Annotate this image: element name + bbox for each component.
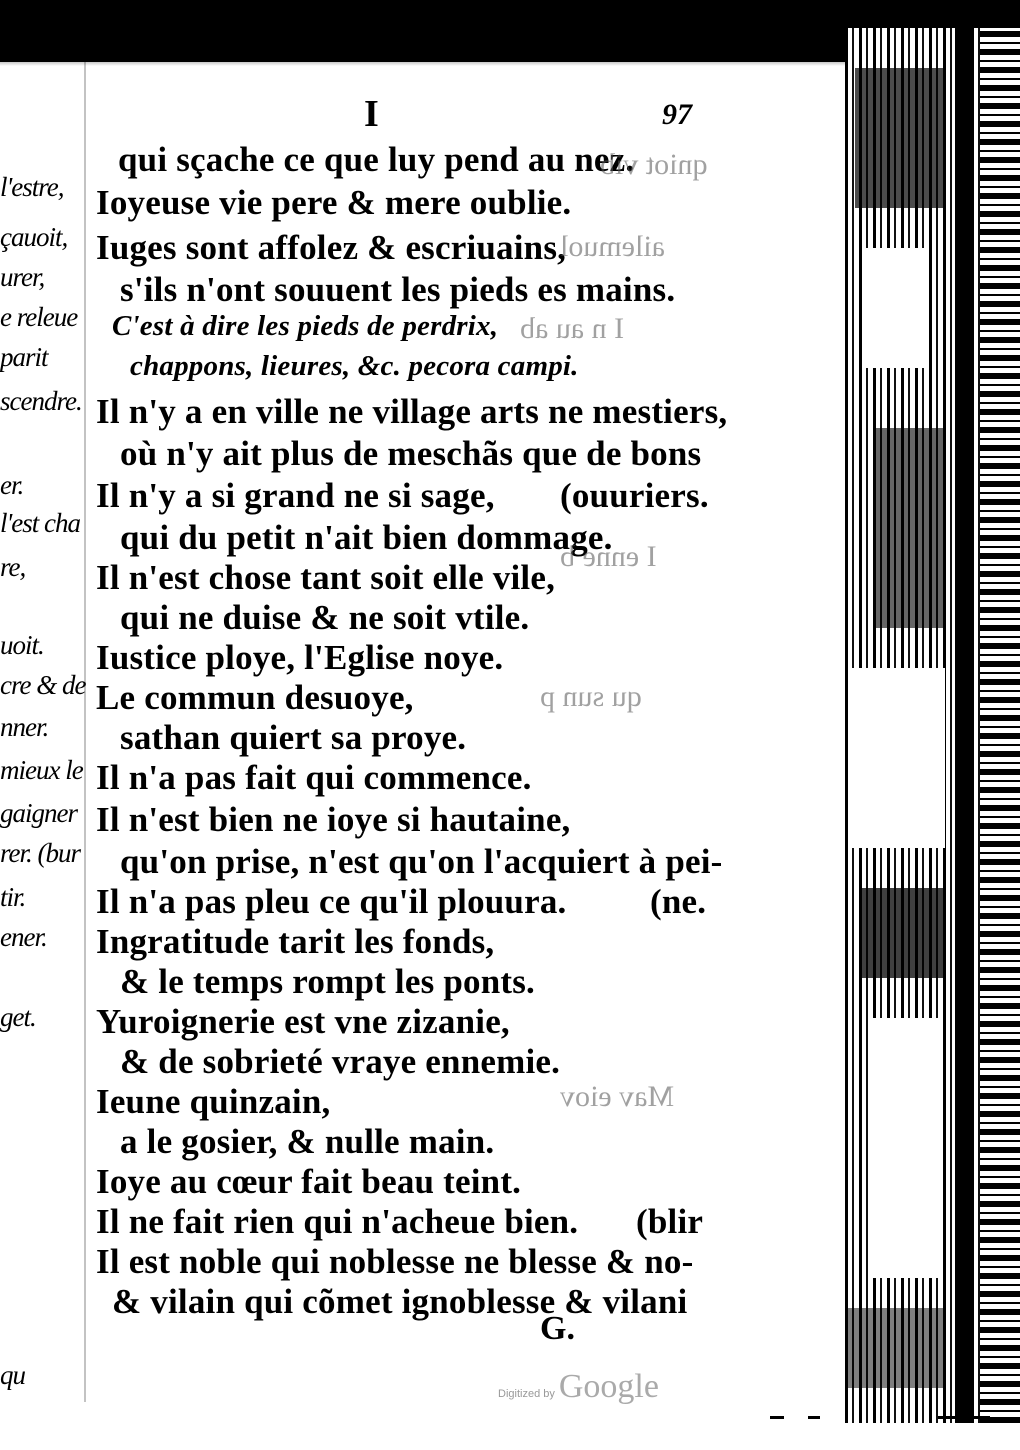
text-line: Il ne fait rien qui n'acheue bien. <box>96 1202 579 1241</box>
scan-mark <box>808 1416 820 1419</box>
text-line: qu'on prise, n'est qu'on l'acquiert à pei- <box>120 842 723 881</box>
text-line: & le temps rompt les ponts. <box>120 962 536 1001</box>
watermark-prefix: Digitized by <box>498 1388 555 1400</box>
margin-fragment: scendre. <box>0 386 82 416</box>
text-line: qui du petit n'ait bien dommage. <box>120 518 613 557</box>
text-line: & de sobrieté vraye ennemie. <box>120 1042 561 1081</box>
margin-fragment: e releue <box>0 302 78 332</box>
margin-fragment: get. <box>0 1002 36 1032</box>
text-line: Il n'a pas pleu ce qu'il plouura. <box>96 882 567 921</box>
line-tail: (blir <box>636 1202 704 1241</box>
margin-fragment: parit <box>0 342 48 372</box>
text-line: Il n'a pas fait qui commence. <box>96 758 532 797</box>
text-line: qui sçache ce que luy pend au nez. <box>118 140 635 179</box>
page-number: 97 <box>662 98 692 131</box>
margin-fragment: l'est cha <box>0 508 81 538</box>
text-line: Il n'y a si grand ne si sage, <box>96 476 495 515</box>
signature-mark: G. <box>540 1310 575 1347</box>
text-line: Il est noble qui noblesse ne blesse & no- <box>96 1242 694 1281</box>
previous-page-margin <box>0 0 86 1450</box>
text-line: sathan quiert sa proye. <box>120 718 467 757</box>
text-line: Iuges sont affolez & escriuains, <box>96 228 567 267</box>
text-line: Ioyeuse vie pere & mere oublie. <box>96 183 572 222</box>
scan-mark <box>938 1416 990 1419</box>
text-line: a le gosier, & nulle main. <box>120 1122 495 1161</box>
margin-fragment: urer, <box>0 262 45 292</box>
show-through-text: qniot vib <box>600 148 708 181</box>
margin-fragment: uoit. <box>0 630 44 660</box>
margin-fragment: qu <box>0 1360 25 1390</box>
digitization-watermark <box>498 1368 659 1406</box>
margin-fragment: re, <box>0 552 26 582</box>
margin-fragment: tir. <box>0 882 26 912</box>
margin-fragment: er. <box>0 470 24 500</box>
margin-fragment: ener. <box>0 922 47 952</box>
margin-fragment: nner. <box>0 712 49 742</box>
show-through-text: qu sun p <box>540 680 642 713</box>
text-line: chappons, lieures, &c. pecora campi. <box>130 350 579 382</box>
text-line: Ingratitude tarit les fonds, <box>96 922 495 961</box>
scan-mark <box>770 1416 784 1419</box>
text-line: où n'y ait plus de meschãs que de bons <box>120 434 702 473</box>
text-line: Il n'est chose tant soit elle vile, <box>96 558 556 597</box>
margin-fragment: mieux le <box>0 755 83 785</box>
margin-fragment: gaigner <box>0 798 77 828</box>
text-line: Ioye au cœur fait beau teint. <box>96 1162 522 1201</box>
margin-fragment: cre & de <box>0 670 86 700</box>
running-header-letter: I <box>364 93 379 135</box>
line-tail: (ouuriers. <box>560 476 709 515</box>
page-edge-ornament <box>980 28 1020 1423</box>
text-line: Ieune quinzain, <box>96 1082 331 1121</box>
text-line: s'ils n'ont souuent les pieds es mains. <box>120 270 676 309</box>
margin-fragment: çauoit, <box>0 222 68 252</box>
show-through-text: Mav eiov <box>560 1080 675 1113</box>
text-line: Iustice ploye, l'Eglise noye. <box>96 638 504 677</box>
google-logo: Google <box>558 1368 659 1405</box>
text-line: & vilain qui cõmet ignoblesse & vilani <box>112 1282 688 1321</box>
text-line: Il n'y a en ville ne village arts ne mestiers, <box>96 392 728 431</box>
show-through-text: ailemuol <box>560 230 665 263</box>
gutter-line <box>84 62 86 1402</box>
text-line: Le commun desuoye, <box>96 678 414 717</box>
margin-fragment: l'estre, <box>0 172 64 202</box>
margin-fragment: rer. (bur <box>0 838 81 868</box>
line-tail: (ne. <box>650 882 707 921</box>
show-through-text: I n au ab <box>520 312 625 345</box>
text-line: Il n'est bien ne ioye si hautaine, <box>96 800 571 839</box>
show-through-text: I enne b <box>560 540 657 573</box>
text-line: qui ne duise & ne soit vtile. <box>120 598 530 637</box>
text-line: Yuroignerie est vne zizanie, <box>96 1002 510 1041</box>
text-line: C'est à dire les pieds de perdrix, <box>112 310 499 342</box>
